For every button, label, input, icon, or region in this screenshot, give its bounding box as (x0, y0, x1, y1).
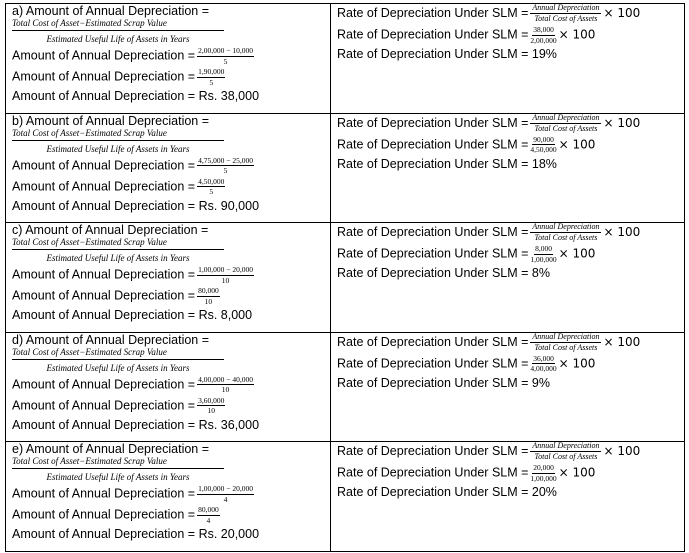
aad-step-2 (12, 506, 330, 524)
aad-label: Amount of Annual Depreciation = (12, 267, 196, 282)
rate-cell (331, 223, 685, 333)
step1-denominator: 4 (223, 494, 228, 504)
aad-label: Amount of Annual Depreciation = (25, 223, 209, 238)
table-row (6, 332, 685, 442)
formula-denominator: Estimated Useful Life of Assets in Years (46, 143, 190, 154)
section-label: e) (12, 442, 24, 457)
rate-result: Rate of Depreciation Under SLM = 9% (337, 375, 550, 390)
formula-denominator: Estimated Useful Life of Assets in Years (46, 253, 190, 264)
rate-step-numerator: 38,000 (533, 25, 554, 34)
aad-result: Amount of Annual Depreciation = Rs. 38,000 (12, 89, 260, 103)
rate-formula-fraction (530, 333, 601, 352)
rate-label: Rate of Depreciation Under SLM = (337, 246, 529, 261)
aad-label: Amount of Annual Depreciation = (25, 113, 210, 128)
rate-label: Rate of Depreciation Under SLM = (337, 5, 529, 20)
rate-step-line (337, 245, 684, 263)
aad-label: Amount of Annual Depreciation = (12, 178, 196, 193)
aad-formula (12, 237, 224, 263)
rate-step-numerator: 90,000 (533, 134, 554, 144)
aad-cell (6, 223, 331, 333)
step1-denominator: 5 (223, 56, 228, 66)
times-100: × 100 (603, 5, 641, 20)
rate-formula-denominator: Total Cost of Assets (534, 233, 598, 243)
times-100: × 100 (603, 334, 641, 349)
aad-heading (12, 333, 330, 347)
rate-step-line (337, 136, 684, 154)
step1-fraction (197, 376, 254, 394)
step1-fraction (197, 266, 254, 284)
step1-numerator: 4,75,000 − 25,000 (198, 155, 253, 165)
rate-step-denominator: 1,00,000 (530, 473, 557, 483)
times-100: × 100 (558, 27, 596, 42)
times-100: × 100 (558, 136, 596, 151)
rate-step-fraction (530, 355, 556, 373)
aad-step-2 (12, 68, 330, 86)
rate-formula-numerator: Annual Depreciation (532, 441, 600, 451)
rate-formula-numerator: Annual Depreciation (532, 332, 600, 341)
section-label: a) (12, 4, 24, 18)
step2-fraction (197, 178, 225, 196)
rate-label: Rate of Depreciation Under SLM = (337, 27, 529, 42)
formula-denominator: Estimated Useful Life of Assets in Years (46, 472, 190, 483)
rate-step-line (337, 464, 684, 482)
step2-fraction (197, 506, 220, 524)
aad-result: Amount of Annual Depreciation = Rs. 36,000 (12, 417, 260, 432)
formula-numerator: Total Cost of Asset−Estimated Scrap Value (12, 456, 224, 469)
rate-formula-line (337, 223, 684, 242)
step2-fraction (197, 397, 225, 415)
step1-denominator: 5 (223, 166, 228, 176)
table-row (6, 113, 685, 223)
times-100: × 100 (603, 115, 641, 130)
aad-cell (6, 442, 331, 552)
aad-result: Amount of Annual Depreciation = Rs. 8,000 (12, 308, 253, 323)
step2-numerator: 3,60,000 (198, 395, 225, 405)
rate-formula-denominator: Total Cost of Assets (534, 123, 598, 133)
rate-cell (331, 4, 685, 114)
step2-denominator: 10 (207, 406, 215, 416)
aad-label: Amount of Annual Depreciation = (25, 332, 210, 347)
step2-numerator: 80,000 (198, 286, 219, 296)
formula-denominator: Estimated Useful Life of Assets in Years (46, 362, 190, 373)
aad-label: Amount of Annual Depreciation = (25, 4, 210, 18)
step1-numerator: 4,00,000 − 40,000 (198, 374, 253, 384)
step2-denominator: 5 (209, 187, 214, 197)
rate-step-fraction (530, 26, 556, 44)
rate-step-denominator: 4,50,000 (530, 145, 557, 155)
aad-label: Amount of Annual Depreciation = (12, 398, 196, 413)
aad-step-2 (12, 397, 330, 415)
rate-result: Rate of Depreciation Under SLM = 20% (337, 485, 557, 500)
step1-fraction (197, 485, 254, 503)
aad-formula (12, 128, 224, 154)
depreciation-table (5, 3, 685, 552)
step1-denominator: 10 (221, 275, 230, 285)
rate-step-fraction (530, 136, 556, 154)
rate-step-numerator: 20,000 (533, 463, 554, 473)
aad-label: Amount of Annual Depreciation = (12, 377, 196, 392)
rate-label: Rate of Depreciation Under SLM = (337, 356, 529, 371)
rate-formula-fraction (530, 223, 601, 242)
section-label: c) (12, 223, 23, 238)
step2-numerator: 1,90,000 (198, 67, 225, 76)
rate-cell (331, 113, 685, 223)
aad-result: Amount of Annual Depreciation = Rs. 90,000 (12, 198, 260, 213)
aad-heading (12, 4, 330, 18)
rate-result: Rate of Depreciation Under SLM = 8% (337, 266, 550, 281)
aad-heading (12, 114, 330, 128)
aad-label: Amount of Annual Depreciation = (12, 69, 196, 84)
aad-step-2 (12, 287, 330, 305)
step2-fraction (197, 68, 225, 86)
aad-step-2 (12, 178, 330, 196)
aad-label: Amount of Annual Depreciation = (12, 486, 196, 501)
rate-label: Rate of Depreciation Under SLM = (337, 115, 529, 130)
section-label: b) (12, 113, 24, 128)
rate-formula-denominator: Total Cost of Assets (534, 14, 598, 23)
rate-step-denominator: 1,00,000 (530, 254, 557, 264)
step2-denominator: 4 (206, 515, 211, 525)
formula-denominator: Estimated Useful Life of Assets in Years (46, 34, 190, 44)
aad-label: Amount of Annual Depreciation = (12, 507, 196, 522)
aad-formula (12, 456, 224, 482)
section-label: d) (12, 332, 24, 347)
aad-cell (6, 332, 331, 442)
rate-formula-numerator: Annual Depreciation (532, 3, 600, 12)
rate-label: Rate of Depreciation Under SLM = (337, 136, 529, 151)
aad-label: Amount of Annual Depreciation = (12, 288, 196, 303)
rate-result: Rate of Depreciation Under SLM = 19% (337, 47, 557, 61)
rate-formula-denominator: Total Cost of Assets (534, 342, 598, 352)
rate-formula-numerator: Annual Depreciation (532, 222, 600, 232)
rate-formula-line (337, 4, 684, 23)
rate-step-numerator: 8,000 (535, 244, 552, 254)
rate-formula-numerator: Annual Depreciation (532, 113, 600, 122)
rate-formula-line (337, 114, 684, 133)
aad-cell (6, 113, 331, 223)
step1-numerator: 1,00,000 − 20,000 (198, 265, 253, 275)
aad-heading (12, 223, 330, 237)
rate-label: Rate of Depreciation Under SLM = (337, 465, 529, 480)
step2-denominator: 10 (204, 296, 213, 306)
formula-numerator: Total Cost of Asset−Estimated Scrap Value (12, 347, 224, 360)
formula-numerator: Total Cost of Asset−Estimated Scrap Value (12, 18, 224, 31)
rate-formula-denominator: Total Cost of Assets (534, 452, 598, 462)
table-row (6, 223, 685, 333)
rate-formula-line (337, 333, 684, 352)
rate-cell (331, 332, 685, 442)
rate-formula-fraction (530, 4, 601, 23)
aad-heading (12, 442, 330, 456)
aad-label: Amount of Annual Depreciation = (25, 442, 210, 457)
aad-label: Amount of Annual Depreciation = (12, 157, 196, 172)
rate-step-line (337, 26, 684, 44)
rate-step-denominator: 4,00,000 (530, 364, 557, 374)
step1-denominator: 10 (221, 385, 230, 395)
rate-step-numerator: 36,000 (533, 353, 554, 363)
aad-cell (6, 4, 331, 114)
aad-step-1 (12, 157, 330, 175)
step1-numerator: 2,00,000 − 10,000 (198, 46, 253, 55)
times-100: × 100 (603, 224, 641, 239)
rate-formula-fraction (530, 114, 601, 133)
step1-fraction (197, 157, 254, 175)
rate-label: Rate of Depreciation Under SLM = (337, 334, 529, 349)
aad-formula (12, 18, 224, 44)
step1-numerator: 1,00,000 − 20,000 (198, 484, 253, 494)
rate-result: Rate of Depreciation Under SLM = 18% (337, 156, 557, 171)
rate-step-fraction (530, 464, 556, 482)
aad-formula (12, 347, 224, 373)
step2-numerator: 80,000 (198, 505, 219, 515)
step2-numerator: 4,50,000 (198, 176, 225, 186)
rate-step-denominator: 2,00,000 (530, 35, 557, 45)
times-100: × 100 (558, 356, 596, 371)
step2-denominator: 5 (209, 77, 214, 87)
step2-fraction (197, 287, 220, 305)
times-100: × 100 (558, 465, 596, 480)
table-body (6, 4, 685, 552)
rate-step-line (337, 355, 684, 373)
aad-label: Amount of Annual Depreciation = (12, 48, 196, 63)
rate-label: Rate of Depreciation Under SLM = (337, 224, 529, 239)
table-row (6, 442, 685, 552)
rate-label: Rate of Depreciation Under SLM = (337, 444, 529, 459)
times-100: × 100 (558, 246, 596, 261)
aad-step-1 (12, 47, 330, 65)
formula-numerator: Total Cost of Asset−Estimated Scrap Value (12, 237, 224, 250)
rate-step-fraction (530, 245, 556, 263)
rate-formula-line (337, 442, 684, 461)
aad-step-1 (12, 485, 330, 503)
table-row (6, 4, 685, 114)
step1-fraction (197, 47, 254, 65)
times-100: × 100 (603, 444, 641, 459)
rate-formula-fraction (530, 442, 601, 461)
aad-step-1 (12, 266, 330, 284)
aad-result: Amount of Annual Depreciation = Rs. 20,000 (12, 527, 260, 542)
rate-cell (331, 442, 685, 552)
aad-step-1 (12, 376, 330, 394)
formula-numerator: Total Cost of Asset−Estimated Scrap Value (12, 128, 224, 141)
